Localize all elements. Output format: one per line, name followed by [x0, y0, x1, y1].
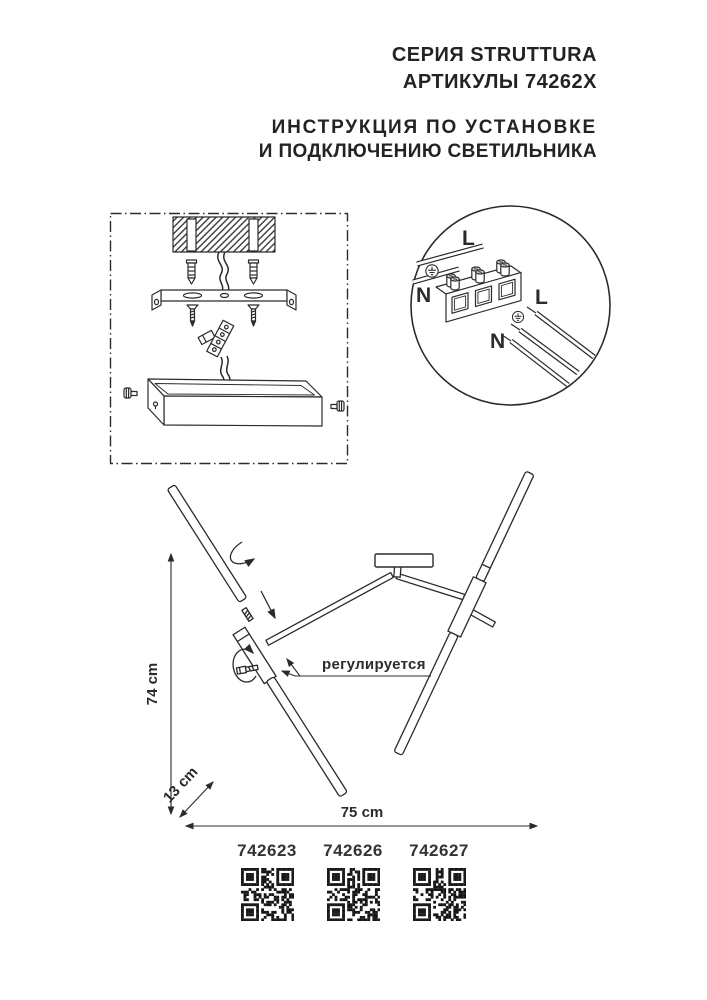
article-item — [313, 841, 393, 921]
thumb-screw-icon — [124, 388, 137, 398]
wall-plug-icon — [249, 260, 259, 284]
detail-circle — [411, 206, 610, 405]
adjustable-label: регулируется — [322, 656, 426, 673]
article-number: 742623 — [237, 841, 297, 860]
qr-code — [241, 868, 294, 921]
offset-dimension-label: 13 cm — [159, 763, 202, 807]
ground-icon — [512, 311, 523, 322]
mains-wires — [218, 252, 229, 292]
article-number: 742627 — [409, 841, 469, 860]
canopy-box — [148, 379, 322, 426]
article-number: 742626 — [323, 841, 383, 860]
locking-pin-icon — [236, 664, 258, 674]
title-block — [392, 42, 597, 96]
in-line-label: L — [462, 227, 475, 250]
article-item — [399, 841, 479, 921]
in-neutral-label: N — [416, 284, 432, 307]
mounting-bracket — [152, 290, 296, 310]
fixture-dimension-diagram — [140, 455, 565, 847]
articles-row — [227, 841, 479, 921]
series-title: СЕРИЯ STRUTTURA — [391, 44, 597, 66]
terminal-connector — [198, 320, 234, 357]
screw-icon — [187, 305, 198, 326]
left-sleeve-joint — [233, 627, 276, 683]
instruction-line-2: И ПОДКЛЮЧЕНИЮ СВЕТИЛЬНИКА — [258, 141, 597, 162]
qr-code — [327, 868, 380, 921]
left-arm — [266, 573, 393, 646]
ceiling-plate — [375, 554, 433, 567]
out-line-label: L — [535, 286, 548, 309]
ground-icon — [426, 265, 438, 277]
height-dimension-label: 74 cm — [144, 662, 161, 706]
ceiling-hatch — [173, 217, 275, 252]
wall-plug-icon — [187, 260, 197, 284]
qr-code — [413, 868, 466, 921]
wiring-detail-diagram — [405, 200, 617, 412]
out-neutral-label: N — [490, 330, 506, 353]
thumb-screw-icon — [331, 401, 344, 411]
articles-title: АРТИКУЛЫ 74262X — [402, 71, 597, 93]
left-rod-detached — [167, 485, 247, 603]
instruction-title — [259, 116, 597, 164]
instruction-line-1: ИНСТРУКЦИЯ ПО УСТАНОВКЕ — [271, 117, 597, 138]
left-rod-lower — [266, 677, 347, 797]
right-rod — [392, 470, 537, 756]
right-arm — [396, 573, 464, 599]
insert-arrow — [261, 591, 275, 618]
mounting-exploded-diagram — [108, 205, 352, 467]
connector-screw-icon — [242, 608, 253, 622]
rotate-arrow — [230, 542, 254, 564]
article-item — [227, 841, 307, 921]
screw-icon — [248, 305, 259, 326]
width-dimension-label: 75 cm — [340, 804, 384, 821]
